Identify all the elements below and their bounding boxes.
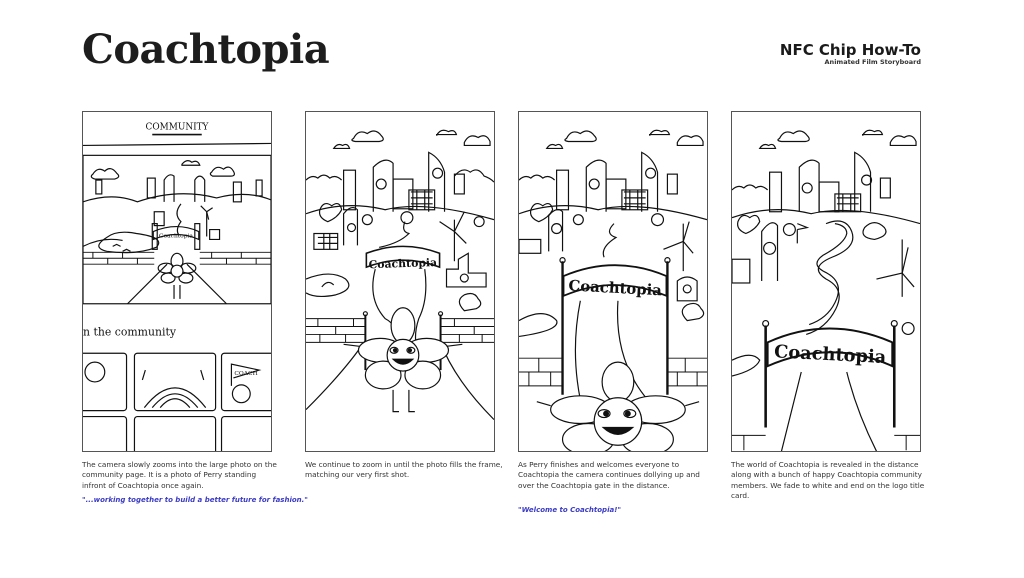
coachtopia-world-reveal-sketch (732, 112, 920, 451)
page-subtitle: Animated Film Storyboard (824, 58, 921, 66)
panel-4-caption: The world of Coachtopia is revealed in the distance along with a bunch of happy Coachtopia community members. We fade to white and end on the logo title card. (731, 460, 925, 500)
flag-text: COACH (234, 370, 258, 378)
panel-3-quote: "Welcome to Coachtopia!" (518, 506, 622, 514)
document-title-block (780, 42, 921, 67)
gate-sign-text: Coachtopia (159, 232, 193, 240)
panel-2-caption: We continue to zoom in until the photo fills the frame, matching our very first shot. (305, 460, 503, 480)
page-title: NFC Chip How-To (779, 41, 921, 59)
storyboard-panel-2 (305, 111, 495, 452)
panel-1-quote: "...working together to build a better future for fashion." (82, 496, 308, 504)
coachtopia-gate-sketch (306, 112, 494, 451)
panel-1-caption: The camera slowly zooms into the large photo on the community page. It is a photo of Perry standing infront of Coachtopia once again. (82, 460, 277, 490)
storyboard-panel-3 (518, 111, 708, 452)
storyboard-panel-4 (731, 111, 921, 452)
gate-sign-text: Coachtopia (568, 277, 663, 300)
perry-flower-character (344, 308, 463, 412)
panel-3-caption: As Perry finishes and welcomes everyone to Coachtopia the camera continues dollying up and over the Coachtopia gate in the distance. (518, 460, 700, 490)
perry-flower-character (158, 253, 196, 299)
coachtopia-logo: Coachtopia (82, 26, 330, 73)
community-section-text: n the community (83, 325, 176, 339)
gate-sign-text: Coachtopia (773, 341, 887, 369)
community-page-sketch (83, 112, 271, 451)
gate-sign-text: Coachtopia (368, 255, 438, 272)
coachtopia-gate-dolly-sketch (519, 112, 707, 451)
perry-flower-character (537, 362, 699, 451)
storyboard-panel-1 (82, 111, 272, 452)
community-heading: COMMUNITY (145, 122, 209, 133)
